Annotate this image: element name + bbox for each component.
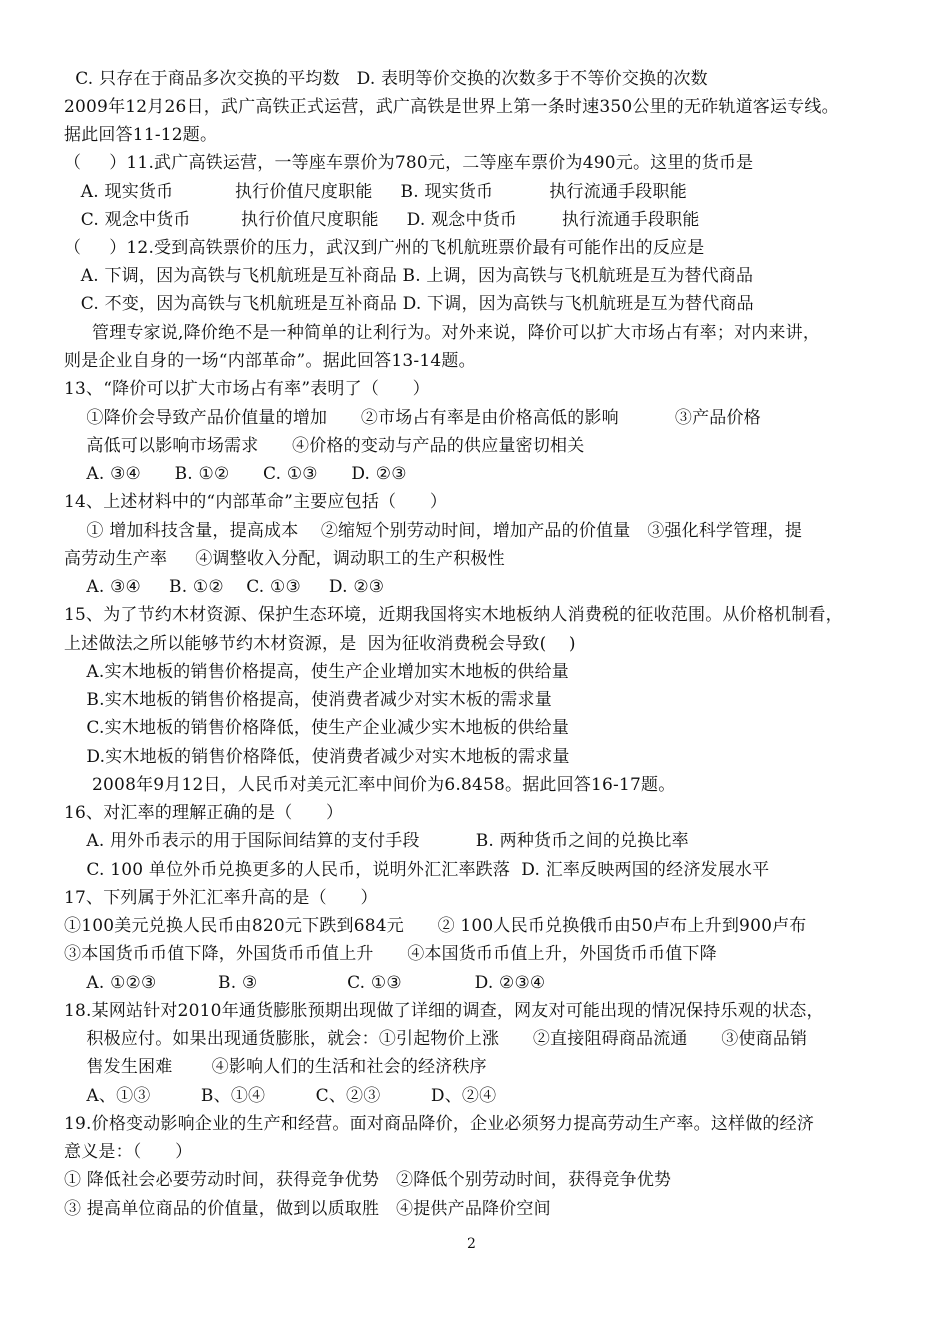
option-line: A、①③ B、①④ C、②③ D、②④ — [64, 1086, 497, 1106]
statement-line: 高低可以影响市场需求 ④价格的变动与产品的供应量密切相关 — [64, 436, 585, 456]
question-11: （ ）11.武广高铁运营，一等座车票价为780元，二等座车票价为490元。这里的货币是 — [64, 153, 754, 173]
option-line: D.实木地板的销售价格降低，使消费者减少对实木地板的需求量 — [64, 747, 570, 767]
paragraph-line: 管理专家说,降价绝不是一种简单的让利行为。对外来说，降价可以扩大市场占有率；对内来讲， — [64, 323, 821, 343]
question-14: 14、上述材料中的“内部革命”主要应包括（ ） — [64, 492, 448, 512]
paragraph-line: 2008年9月12日，人民币对美元汇率中间价为6.8458。据此回答16-17题。 — [64, 775, 676, 795]
statement-line: 高劳动生产率 ④调整收入分配，调动职工的生产积极性 — [64, 549, 505, 569]
statement-line: 积极应付。如果出现通货膨胀，就会：①引起物价上涨 ②直接阻碍商品流通 ③使商品销 — [64, 1029, 808, 1049]
option-line: A. 现实货币 执行价值尺度职能 B. 现实货币 执行流通手段职能 — [64, 182, 687, 202]
statement-line: ① 增加科技含量，提高成本 ②缩短个别劳动时间，增加产品的价值量 ③强化科学管理，提 — [64, 521, 803, 541]
option-line: A. ①②③ B. ③ C. ①③ D. ②③④ — [64, 973, 546, 993]
option-line: C. 观念中货币 执行价值尺度职能 D. 观念中货币 执行流通手段职能 — [64, 210, 700, 230]
option-line: A.实木地板的销售价格提高，使生产企业增加实木地板的供给量 — [64, 662, 569, 682]
question-15: 15、为了节约木材资源、保护生态环境，近期我国将实木地板纳人消费税的征收范围。从价格机制看， — [64, 605, 843, 625]
option-line: C.实木地板的销售价格降低，使生产企业减少实木地板的供给量 — [64, 718, 570, 738]
statement-line: ① 降低社会必要劳动时间，获得竞争优势 ②降低个别劳动时间，获得竞争优势 — [64, 1170, 672, 1190]
option-line: C. 100 单位外币兑换更多的人民币，说明外汇汇率跌落 D. 汇率反映两国的经济发展水平 — [64, 860, 770, 880]
option-line: A. ③④ B. ①② C. ①③ D. ②③ — [64, 577, 385, 597]
paragraph-line: 据此回答11-12题。 — [64, 125, 218, 145]
option-line: C. 不变，因为高铁与飞机航班是互补商品 D. 下调，因为高铁与飞机航班是互为替代商品 — [64, 294, 754, 314]
statement-line: 售发生困难 ④影响人们的生活和社会的经济秩序 — [64, 1057, 487, 1077]
question-19: 19.价格变动影响企业的生产和经营。面对商品降价，企业必须努力提高劳动生产率。这样做的经济 — [64, 1114, 815, 1134]
option-line: A. ③④ B. ①② C. ①③ D. ②③ — [64, 464, 407, 484]
statement-line: ③ 提高单位商品的价值量，做到以质取胜 ④提供产品降价空间 — [64, 1199, 551, 1219]
paragraph-line: 2009年12月26日，武广高铁正式运营，武广高铁是世界上第一条时速350公里的无砟轨道客运专线。 — [64, 97, 839, 117]
option-line: A. 用外币表示的用于国际间结算的支付手段 B. 两种货币之间的兑换比率 — [64, 831, 689, 851]
question-13: 13、“降价可以扩大市场占有率”表明了（ ） — [64, 379, 430, 399]
statement-line: ①降价会导致产品价值量的增加 ②市场占有率是由价格高低的影响 ③产品价格 — [64, 408, 761, 428]
question-17: 17、下列属于外汇汇率升高的是（ ） — [64, 888, 378, 908]
option-line: A. 下调，因为高铁与飞机航班是互补商品 B. 上调，因为高铁与飞机航班是互为替代商品 — [64, 266, 754, 286]
question-16: 16、对汇率的理解正确的是（ ） — [64, 803, 344, 823]
statement-line: ③本国货币币值下降，外国货币币值上升 ④本国货币币值上升，外国货币币值下降 — [64, 944, 717, 964]
statement-line: ①100美元兑换人民币由820元下跌到684元 ② 100人民币兑换俄币由50卢布上升到900卢布 — [64, 916, 807, 936]
paragraph-line: 则是企业自身的一场“内部革命”。据此回答13-14题。 — [64, 351, 476, 371]
question-12: （ ）12.受到高铁票价的压力，武汉到广州的飞机航班票价最有可能作出的反应是 — [64, 238, 705, 258]
page-number: 2 — [467, 1236, 476, 1252]
option-line: B.实木地板的销售价格提高，使消费者减少对实木板的需求量 — [64, 690, 552, 710]
question-15-cont: 上述做法之所以能够节约木材资源，是 因为征收消费税会导致( ) — [64, 634, 576, 654]
question-19-cont: 意义是：（ ） — [64, 1142, 193, 1162]
question-18: 18.某网站针对2010年通货膨胀预期出现做了详细的调查，网友对可能出现的情况保持乐观的状态， — [64, 1001, 824, 1021]
option-line: C. 只存在于商品多次交换的平均数 D. 表明等价交换的次数多于不等价交换的次数 — [64, 69, 708, 89]
